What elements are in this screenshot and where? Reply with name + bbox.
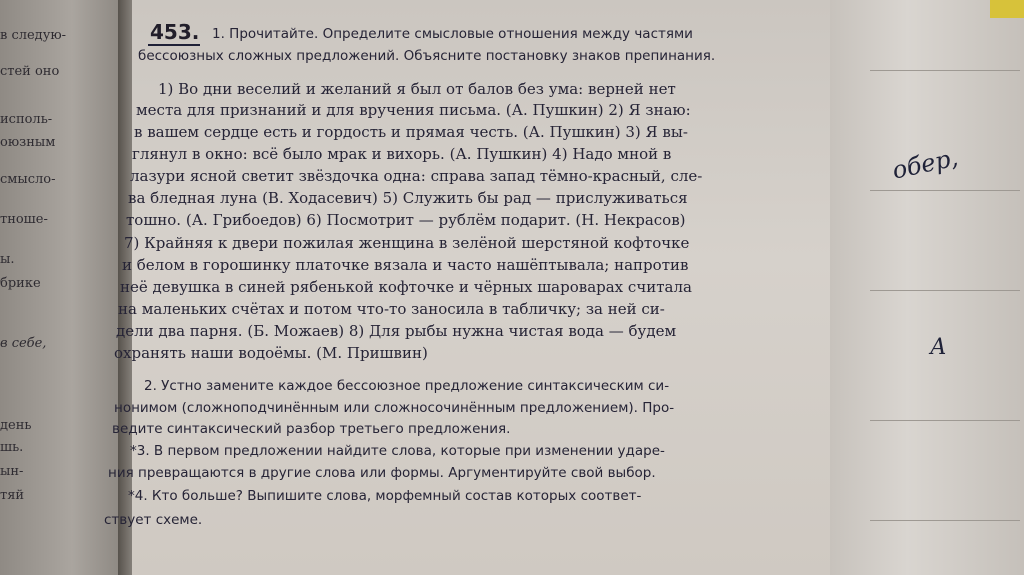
body-line: на маленьких счётах и потом что-то заносила в табличку; за ней си- xyxy=(118,300,665,318)
left-page-fragment: исполь- xyxy=(0,112,53,127)
notebook-stack xyxy=(830,0,1024,575)
left-page-fragment: оюзным xyxy=(0,135,56,150)
page-edge xyxy=(870,290,1020,291)
task-line: 2. Устно замените каждое бессоюзное предложение синтаксическим си- xyxy=(144,378,670,394)
body-line: в вашем сердце есть и гордость и прямая честь. (А. Пушкин) 3) Я вы- xyxy=(134,123,688,141)
page-edge xyxy=(870,420,1020,421)
page-edge xyxy=(870,190,1020,191)
left-page-fragment: тноше- xyxy=(0,212,48,227)
task-line: *4. Кто больше? Выпишите слова, морфемный состав которых соответ- xyxy=(128,488,642,504)
body-line: и белом в горошинку платочке вязала и часто нашёптывала; напротив xyxy=(122,256,689,274)
task-line: *3. В первом предложении найдите слова, которые при изменении ударе- xyxy=(130,443,665,459)
left-page-fragment: шь. xyxy=(0,440,24,455)
left-page-fragment: в следую- xyxy=(0,28,67,43)
task-line: ния превращаются в другие слова или формы. Аргументируйте свой выбор. xyxy=(108,465,656,481)
body-line: места для признаний и для вручения письма. (А. Пушкин) 2) Я знаю: xyxy=(136,101,691,119)
body-line: охранять наши водоёмы. (М. Пришвин) xyxy=(114,344,428,362)
left-page-fragment: день xyxy=(0,418,32,433)
left-page-fragment: тяй xyxy=(0,488,25,503)
body-line: глянул в окно: всё было мрак и вихорь. (А. Пушкин) 4) Надо мной в xyxy=(132,145,672,163)
body-line: ва бледная луна (В. Ходасевич) 5) Служить бы рад — прислуживаться xyxy=(128,189,688,207)
body-line: тошно. (А. Грибоедов) 6) Посмотрит — рублём подарит. (Н. Некрасов) xyxy=(126,211,686,229)
task-line: нонимом (сложноподчинённым или сложносочинённым предложением). Про- xyxy=(114,400,675,416)
task-line: ствует схеме. xyxy=(104,512,203,528)
yellow-sticky-corner xyxy=(990,0,1024,18)
left-page-fragment: ын- xyxy=(0,464,24,479)
left-page-fragment: ы. xyxy=(0,252,15,267)
left-page-fragment: в себе, xyxy=(0,336,47,351)
body-line: 1) Во дни веселий и желаний я был от балов без ума: верней нет xyxy=(158,80,676,98)
handwritten-mark: А xyxy=(930,335,947,360)
heading-line: 1. Прочитайте. Определите смысловые отношения между частями xyxy=(212,26,693,42)
page-edge xyxy=(870,70,1020,71)
left-page-fragment: смысло- xyxy=(0,172,56,187)
left-page-fragment: стей оно xyxy=(0,64,60,79)
handwritten-note: обер, xyxy=(889,143,961,185)
left-page xyxy=(0,0,120,575)
body-line: дели два парня. (Б. Можаев) 8) Для рыбы нужна чистая вода — будем xyxy=(116,322,677,340)
body-line: неё девушка в синей рябенькой кофточке и чёрных шароварах считала xyxy=(120,278,692,296)
exercise-number: 453. xyxy=(150,20,200,44)
page-edge xyxy=(870,520,1020,521)
exercise-number-underline xyxy=(148,44,200,46)
task-line: ведите синтаксический разбор третьего предложения. xyxy=(112,421,511,437)
heading-line: бессоюзных сложных предложений. Объясните постановку знаков препинания. xyxy=(138,48,716,64)
body-line: 7) Крайняя к двери пожилая женщина в зелёной шерстяной кофточке xyxy=(124,234,690,252)
left-page-fragment: брике xyxy=(0,276,41,291)
body-line: лазури ясной светит звёздочка одна: справа запад тёмно-красный, сле- xyxy=(130,167,703,185)
